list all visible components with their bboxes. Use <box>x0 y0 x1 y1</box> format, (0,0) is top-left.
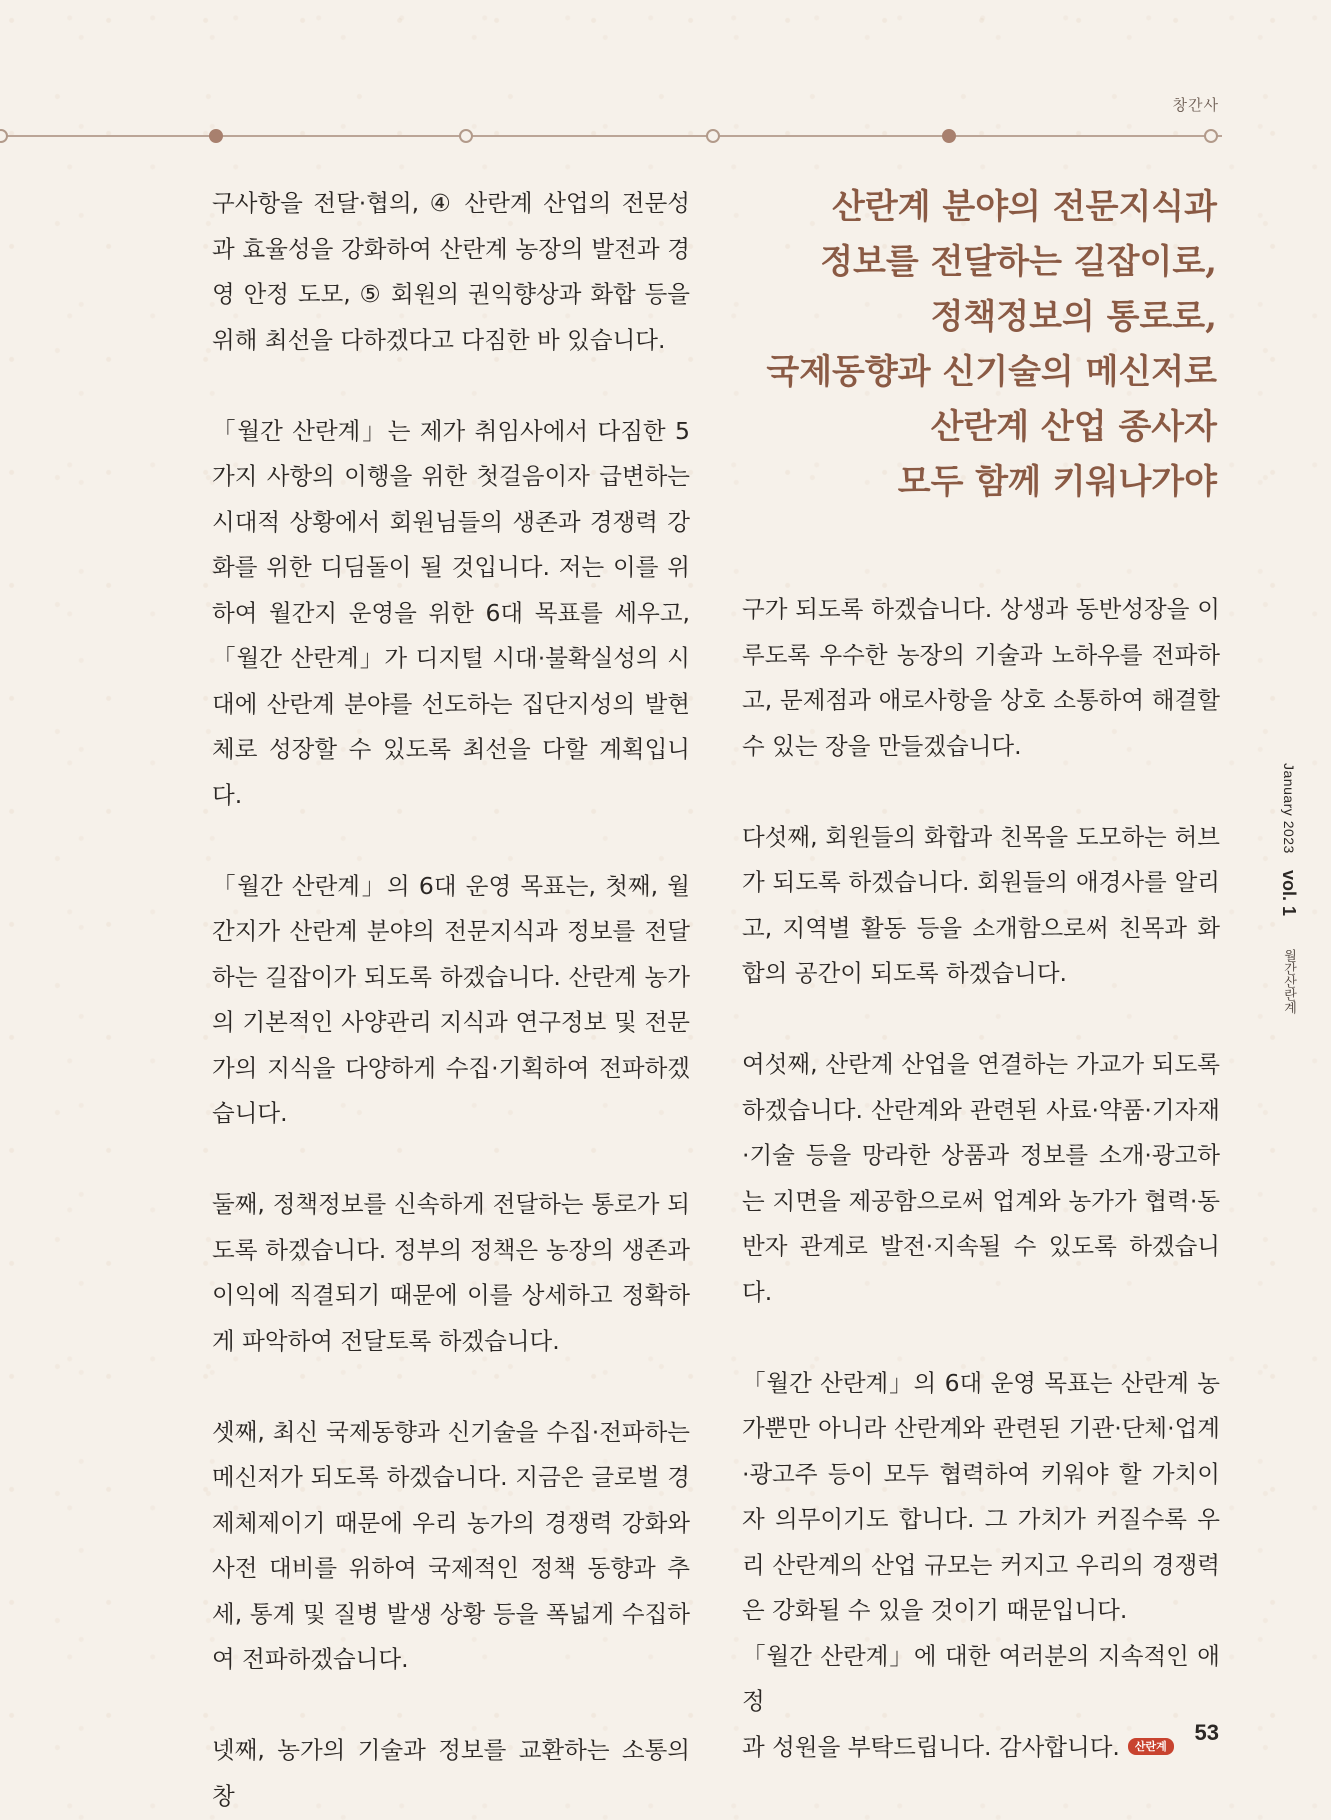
final-paragraph: 「월간 산란계」의 6대 운영 목표는 산란계 농가뿐만 아니라 산란계와 관련된 기관·단체·업계·광고주 등이 모두 협력하여 키워야 할 가치이자 의무이기도 합니다. 그 가치가 커질수록 우리 산란계의 산업 규모는 커지고 우리의 경쟁력은 강화될 수 있을 것이기 때문입니다. <box>742 1368 1220 1624</box>
side-issue-label <box>1278 763 1299 1014</box>
paragraph: 「월간 산란계」의 6대 운영 목표는, 첫째, 월간지가 산란계 분야의 전문지식과 정보를 전달하는 길잡이가 되도록 하겠습니다. 산란계 농가의 기본적인 사양관리 지식과 연구정보 및 전문가의 지식을 다양하게 수집·기획하여 전파하겠습니다. <box>212 871 690 1127</box>
pull-quote-line: 정책정보의 통로로, <box>930 297 1217 337</box>
closing-block <box>742 1361 1220 1771</box>
paragraph: 넷째, 농가의 기술과 정보를 교환하는 소통의 창 <box>212 1736 690 1810</box>
page-number: 53 <box>1194 1720 1219 1745</box>
rule-dot-filled <box>209 129 223 143</box>
rule-dot <box>706 129 720 143</box>
pull-quote-line: 산란계 산업 종사자 <box>930 407 1217 447</box>
left-column <box>212 181 690 1819</box>
paragraph: 다섯째, 회원들의 화합과 친목을 도모하는 허브가 되도록 하겠습니다. 회원들의 애경사를 알리고, 지역별 활동 등을 소개함으로써 친목과 화합의 공간이 되도록 하겠습니다. <box>742 822 1220 987</box>
paragraph: 구사항을 전달·협의, ④ 산란계 산업의 전문성과 효율성을 강화하여 산란계 농장의 발전과 경영 안정 도모, ⑤ 회원의 권익향상과 화합 등을 위해 최선을 다하겠다고 다짐한 바 있습니다. <box>212 189 690 354</box>
pull-quote-line: 산란계 분야의 전문지식과 <box>832 187 1217 227</box>
pull-quote <box>657 180 1217 510</box>
pull-quote-line: 정보를 전달하는 길잡이로, <box>820 242 1217 282</box>
paragraph: 여섯째, 산란계 산업을 연결하는 가교가 되도록 하겠습니다. 산란계와 관련된 사료·약품·기자재·기술 등을 망라한 상품과 정보를 소개·광고하는 지면을 제공함으로써 업계와 농가가 협력·동반자 관계로 발전·지속될 수 있도록 하겠습니다. <box>742 1050 1220 1306</box>
closing-line: 「월간 산란계」에 대한 여러분의 지속적인 애정 <box>742 1641 1220 1715</box>
rule-line <box>0 135 1222 137</box>
section-label: 창간사 <box>1172 96 1219 114</box>
right-column <box>742 587 1220 1770</box>
closing-line: 과 성원을 부탁드립니다. 감사합니다. <box>742 1732 1120 1761</box>
top-decorative-rule <box>0 128 1222 144</box>
magazine-name: 월간산란계 <box>1282 948 1297 1014</box>
issue-date: January 2023 <box>1281 763 1297 854</box>
end-mark-logo: 산란계 <box>1128 1738 1174 1755</box>
pull-quote-line: 모두 함께 키워나가야 <box>897 462 1217 502</box>
rule-dot <box>0 129 8 143</box>
paragraph: 「월간 산란계」는 제가 취임사에서 다짐한 5가지 사항의 이행을 위한 첫걸음이자 급변하는 시대적 상황에서 회원님들의 생존과 경쟁력 강화를 위한 디딤돌이 될 것입니다. 저는 이를 위하여 월간지 운영을 위한 6대 목표를 세우고, 「월간 산란계」가 디지털 시대·불확실성의 시대에 산란계 분야를 선도하는 집단지성의 발현체로 성장할 수 있도록 최선을 다할 계획입니다. <box>212 416 690 809</box>
paragraph: 구가 되도록 하겠습니다. 상생과 동반성장을 이루도록 우수한 농장의 기술과 노하우를 전파하고, 문제점과 애로사항을 상호 소통하여 해결할 수 있는 장을 만들겠습니다. <box>742 595 1220 760</box>
paragraph: 둘째, 정책정보를 신속하게 전달하는 통로가 되도록 하겠습니다. 정부의 정책은 농장의 생존과 이익에 직결되기 때문에 이를 상세하고 정확하게 파악하여 전달토록 하겠습니다. <box>212 1190 690 1355</box>
paragraph: 셋째, 최신 국제동향과 신기술을 수집·전파하는 메신저가 되도록 하겠습니다. 지금은 글로벌 경제체제이기 때문에 우리 농가의 경쟁력 강화와 사전 대비를 위하여 국제적인 정책 동향과 추세, 통계 및 질병 발생 상황 등을 폭넓게 수집하여 전파하겠습니다. <box>212 1417 690 1673</box>
rule-dot-filled <box>942 129 956 143</box>
rule-dot <box>1204 129 1218 143</box>
rule-dot <box>459 129 473 143</box>
issue-volume: vol. 1 <box>1279 870 1299 917</box>
pull-quote-line: 국제동향과 신기술의 메신저로 <box>766 352 1217 392</box>
